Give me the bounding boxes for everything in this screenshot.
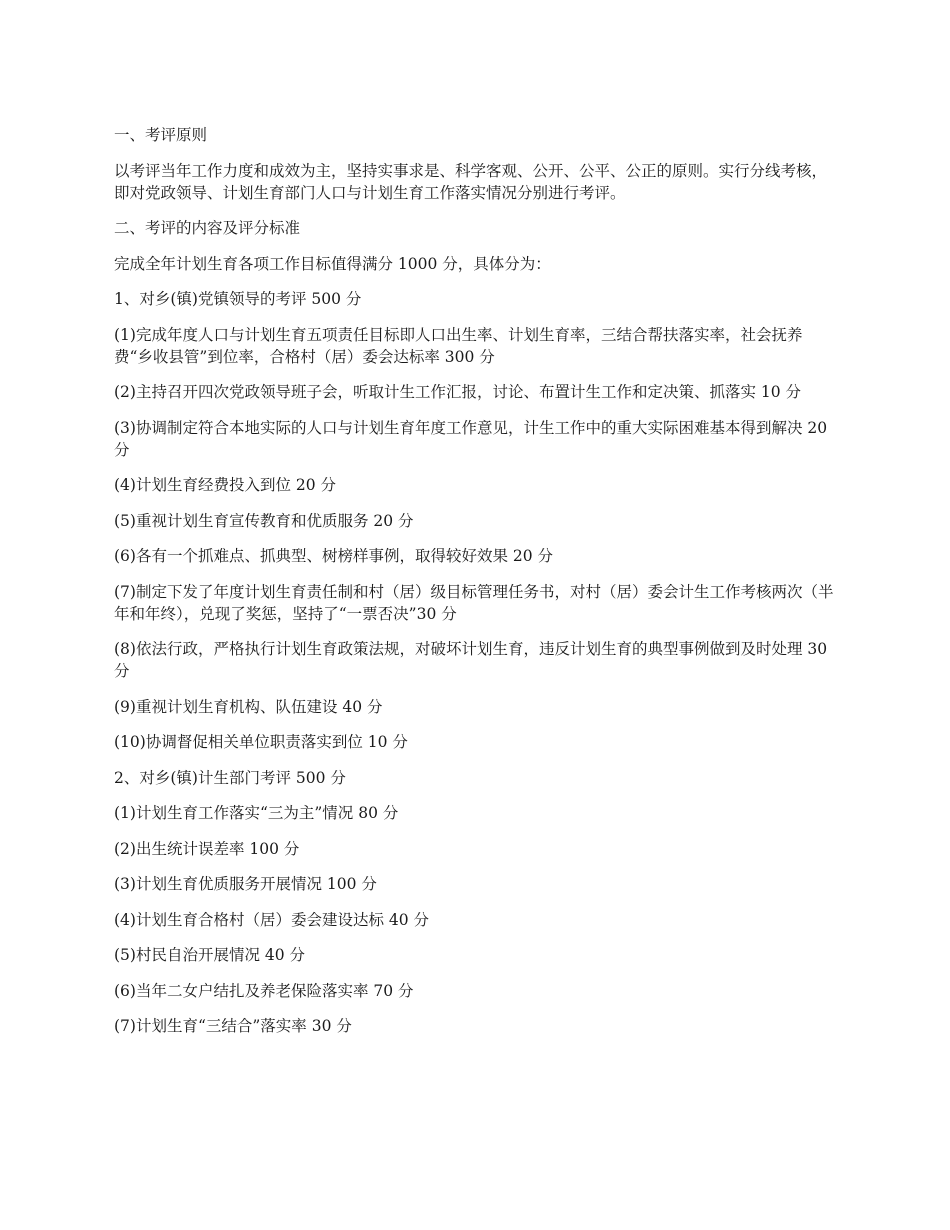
list-item: (8)依法行政，严格执行计划生育政策法规，对破坏计划生育，违反计划生育的典型事例做到及时处理 30 分: [114, 640, 828, 680]
section-heading-content: 二、考评的内容及评分标准: [114, 219, 301, 237]
list-item: (2)主持召开四次党政领导班子会，听取计生工作汇报，讨论、布置计生工作和定决策、抓落实 10 分: [114, 383, 802, 401]
list-item: (5)重视计划生育宣传教育和优质服务 20 分: [114, 511, 414, 530]
list-item: (2)出生统计误差率 100 分: [114, 839, 300, 858]
document-body: [114, 124, 834, 1051]
paragraph-total-score: 完成全年计划生育各项工作目标值得满分 1000 分，具体分为：: [114, 254, 551, 273]
paragraph-principles: 以考评当年工作力度和成效为主，坚持实事求是、科学客观、公开、公平、公正的原则。实行分线考核，即对党政领导、计划生育部门人口与计划生育工作落实情况分别进行考评。: [114, 161, 828, 202]
list-item: (3)计划生育优质服务开展情况 100 分: [114, 875, 377, 893]
list-item: (1)完成年度人口与计划生育五项责任目标即人口出生率、计划生育率，三结合帮扶落实率，社会抚养费“乡收县管”到位率，合格村（居）委会达标率 300 分: [114, 325, 803, 366]
list-item: (3)协调制定符合本地实际的人口与计划生育年度工作意见，计生工作中的重大实际困难基本得到解决 20 分: [114, 418, 828, 459]
list-item: (7)计划生育“三结合”落实率 30 分: [114, 1017, 352, 1035]
list-item: (4)计划生育合格村（居）委会建设达标 40 分: [114, 910, 430, 929]
list-item: (5)村民自治开展情况 40 分: [114, 946, 306, 964]
list-item: (4)计划生育经费投入到位 20 分: [114, 476, 337, 494]
section-heading-principles: 一、考评原则: [114, 126, 208, 144]
list-item: (7)制定下发了年度计划生育责任制和村（居）级目标管理任务书，对村（居）委会计生工作考核两次（半年和年终），兑现了奖惩，坚持了“一票否决”30 分: [114, 582, 834, 623]
list-item: (10)协调督促相关单位职责落实到位 10 分: [114, 733, 408, 751]
subsection-family-planning-dept: 2、对乡(镇)计生部门考评 500 分: [114, 768, 346, 787]
list-item: (1)计划生育工作落实“三为主”情况 80 分: [114, 804, 399, 822]
list-item: (9)重视计划生育机构、队伍建设 40 分: [114, 697, 383, 716]
subsection-leadership: 1、对乡(镇)党镇领导的考评 500 分: [114, 290, 362, 308]
list-item: (6)当年二女户结扎及养老保险落实率 70 分: [114, 981, 414, 1000]
list-item: (6)各有一个抓难点、抓典型、树榜样事例，取得较好效果 20 分: [114, 547, 554, 565]
